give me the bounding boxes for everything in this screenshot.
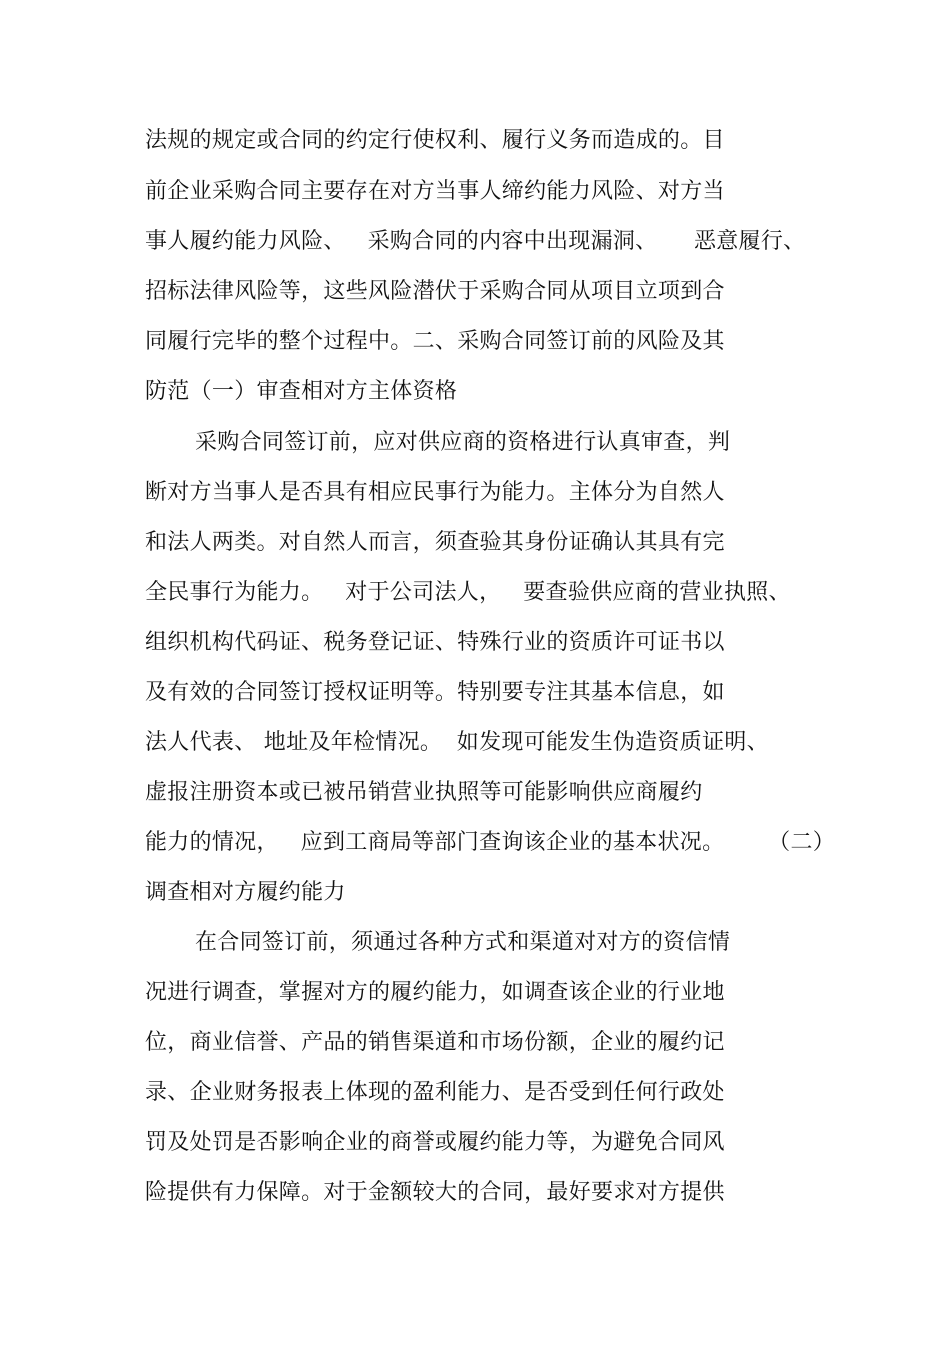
- text-line: 事人履约能力风险、 采购合同的内容中出现漏洞、 恶意履行、: [145, 229, 806, 254]
- text-line: 况进行调查，掌握对方的履约能力，如调查该企业的行业地: [145, 980, 725, 1005]
- text-line: 及有效的合同签订授权证明等。特别要专注其基本信息，如: [145, 680, 725, 705]
- text-line: 招标法律风险等，这些风险潜伏于采购合同从项目立项到合: [145, 279, 725, 304]
- text-line: 在合同签订前，须通过各种方式和渠道对对方的资信情: [195, 930, 731, 955]
- text-line: 险提供有力保障。对于金额较大的合同，最好要求对方提供: [145, 1180, 725, 1205]
- text-line: 和法人两类。对自然人而言，须查验其身份证确认其具有完: [145, 530, 725, 555]
- text-line: 虚报注册资本或已被吊销营业执照等可能影响供应商履约: [145, 780, 703, 805]
- text-line: 能力的情况， 应到工商局等部门查询该企业的基本状况。 （二）: [145, 830, 836, 855]
- text-line: 前企业采购合同主要存在对方当事人缔约能力风险、对方当: [145, 179, 725, 204]
- text-line: 法规的规定或合同的约定行使权利、履行义务而造成的。目: [145, 128, 725, 153]
- text-line: 组织机构代码证、税务登记证、特殊行业的资质许可证书以: [145, 630, 725, 655]
- text-line: 全民事行为能力。 对于公司法人， 要查验供应商的营业执照、: [145, 580, 791, 605]
- text-line: 同履行完毕的整个过程中。二、采购合同签订前的风险及其: [145, 329, 725, 354]
- text-line: 录、企业财务报表上体现的盈利能力、是否受到任何行政处: [145, 1080, 725, 1105]
- text-line: 罚及处罚是否影响企业的商誉或履约能力等，为避免合同风: [145, 1130, 725, 1155]
- text-line: 采购合同签订前，应对供应商的资格进行认真审查，判: [195, 430, 731, 455]
- text-line: 法人代表、 地址及年检情况。 如发现可能发生伪造资质证明、: [145, 730, 769, 755]
- section-heading: 防范（一）审查相对方主体资格: [145, 379, 458, 404]
- text-line: 断对方当事人是否具有相应民事行为能力。主体分为自然人: [145, 480, 725, 505]
- text-line: 位，商业信誉、产品的销售渠道和市场份额，企业的履约记: [145, 1030, 725, 1055]
- section-heading: 调查相对方履约能力: [145, 880, 346, 905]
